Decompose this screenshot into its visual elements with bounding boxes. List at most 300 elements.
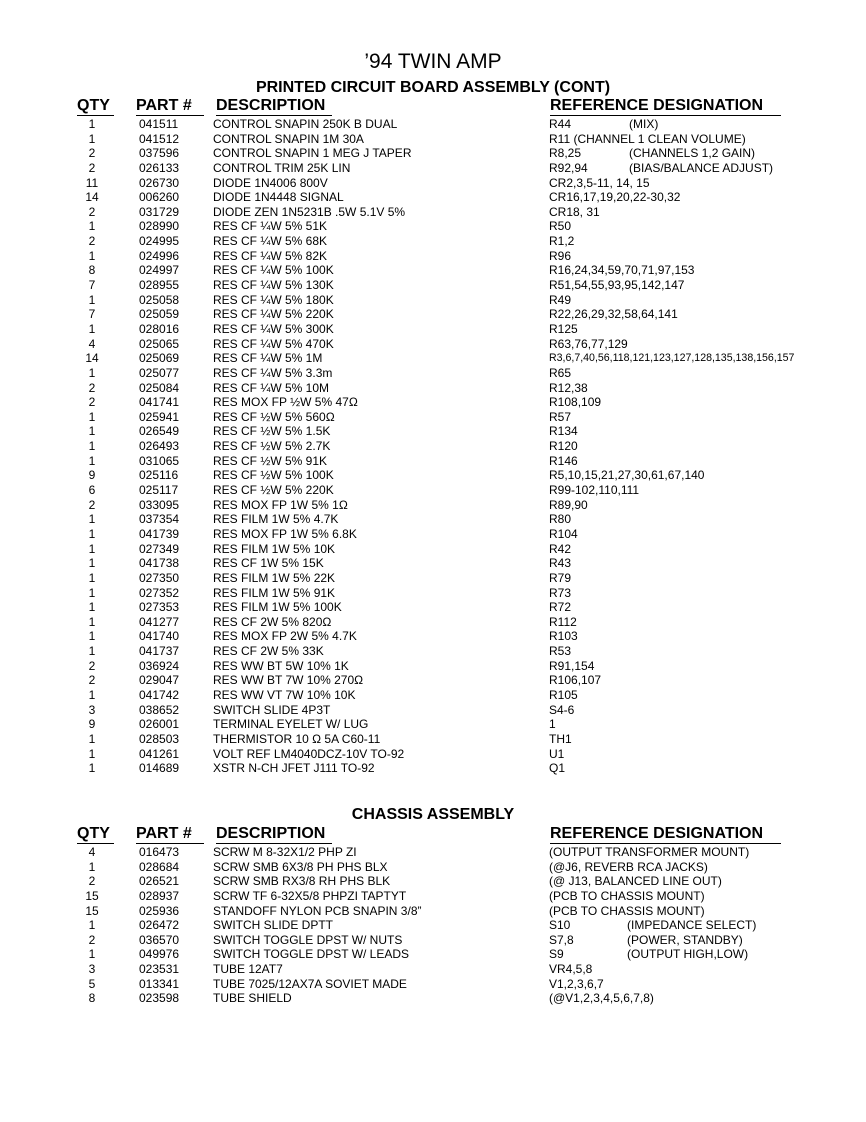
part-number-cell: 025077 xyxy=(139,365,180,380)
qty-cell: 1 xyxy=(88,644,96,659)
description-cell: RES FILM 1W 5% 10K xyxy=(213,541,336,556)
qty-cell: 1 xyxy=(88,570,96,585)
description-cell: RES CF ¼W 5% 130K xyxy=(213,278,334,293)
part-number-cell: 028955 xyxy=(139,278,180,293)
reference-cell: TH1 xyxy=(549,731,572,746)
header-underline-part xyxy=(136,115,204,116)
description-cell: RES MOX FP 2W 5% 4.7K xyxy=(213,629,357,644)
description-cell: RES CF ¼W 5% 51K xyxy=(213,219,328,234)
reference-note: (IMPEDANCE SELECT) xyxy=(627,918,757,933)
table-row xyxy=(0,146,866,161)
part-number-cell: 025941 xyxy=(139,409,180,424)
reference-cell: (OUTPUT TRANSFORMER MOUNT) xyxy=(549,845,750,859)
table-row xyxy=(0,410,866,425)
description-cell: RES CF ½W 5% 560Ω xyxy=(213,409,335,424)
reference-cell: R3,6,7,40,56,118,121,123,127,128,135,138,156,157 xyxy=(549,352,795,365)
qty-cell: 1 xyxy=(88,453,96,468)
description-cell: TUBE 12AT7 xyxy=(213,962,283,977)
reference-cell: R63,76,77,129 xyxy=(549,336,628,351)
part-number-cell: 026493 xyxy=(139,439,180,454)
description-cell: RES CF ½W 5% 2.7K xyxy=(213,439,331,454)
qty-cell: 1 xyxy=(88,248,96,263)
table-row xyxy=(0,874,866,889)
description-cell: RES FILM 1W 5% 100K xyxy=(213,600,342,615)
section-heading-chassis: CHASSIS ASSEMBLY xyxy=(351,806,515,823)
table-row xyxy=(0,205,866,220)
reference-cell: R146 xyxy=(549,453,578,468)
table-row xyxy=(0,673,866,688)
table-row xyxy=(0,190,866,205)
part-number-cell: 038652 xyxy=(139,702,180,717)
reference-cell: CR16,17,19,20,22-30,32 xyxy=(549,190,681,205)
table-row xyxy=(0,918,866,933)
description-cell: CONTROL TRIM 25K LIN xyxy=(213,160,351,175)
table-row xyxy=(0,747,866,762)
qty-cell: 1 xyxy=(88,859,96,874)
table-row xyxy=(0,483,866,498)
part-number-cell: 026472 xyxy=(139,918,180,933)
reference-cell: (PCB TO CHASSIS MOUNT) xyxy=(549,903,705,918)
qty-cell: 15 xyxy=(85,903,99,918)
qty-cell: 8 xyxy=(88,263,96,278)
description-cell: RES CF ½W 5% 220K xyxy=(213,483,334,498)
table-row xyxy=(0,381,866,396)
part-number-cell: 026521 xyxy=(139,874,180,889)
reference-note: (OUTPUT HIGH,LOW) xyxy=(627,947,749,962)
part-number-cell: 024996 xyxy=(139,248,180,263)
table-row xyxy=(0,454,866,469)
table-row xyxy=(0,263,866,278)
description-cell: RES CF ½W 5% 1.5K xyxy=(213,424,331,439)
part-number-cell: 029047 xyxy=(139,673,180,688)
description-cell: RES WW VT 7W 10% 10K xyxy=(213,687,356,702)
part-number-cell: 025936 xyxy=(139,903,180,918)
reference-cell: R42 xyxy=(549,541,572,556)
header-underline-qty xyxy=(77,843,114,844)
description-cell: RES CF ¼W 5% 10M xyxy=(213,380,330,395)
part-number-cell: 027350 xyxy=(139,570,180,585)
qty-cell: 1 xyxy=(88,585,96,600)
qty-cell: 1 xyxy=(88,600,96,615)
header-underline-reference xyxy=(550,115,781,116)
description-cell: RES FILM 1W 5% 4.7K xyxy=(213,512,339,527)
table-row xyxy=(0,556,866,571)
reference-cell: R105 xyxy=(549,687,578,702)
part-number-cell: 016473 xyxy=(139,845,180,859)
table-row xyxy=(0,688,866,703)
description-cell: RES MOX FP 1W 5% 6.8K xyxy=(213,526,357,541)
reference-cell: (@V1,2,3,4,5,6,7,8) xyxy=(549,991,654,1006)
header-underline-qty xyxy=(77,115,114,116)
description-cell: RES CF ¼W 5% 100K xyxy=(213,263,334,278)
table-row xyxy=(0,234,866,249)
part-number-cell: 036924 xyxy=(139,658,180,673)
description-cell: RES CF ¼W 5% 180K xyxy=(213,292,334,307)
table-row xyxy=(0,117,866,132)
qty-cell: 3 xyxy=(88,962,96,977)
reference-cell: R91,154 xyxy=(549,658,595,673)
header-reference: REFERENCE DESIGNATION xyxy=(550,825,764,842)
table-row xyxy=(0,351,866,366)
part-number-cell: 041741 xyxy=(139,395,180,410)
header-underline-description xyxy=(216,843,332,844)
description-cell: CONTROL SNAPIN 1M 30A xyxy=(213,131,364,146)
description-cell: RES CF ¼W 5% 1M xyxy=(213,351,323,366)
description-cell: SCRW SMB RX3/8 RH PHS BLK xyxy=(213,874,391,889)
table-row xyxy=(0,278,866,293)
description-cell: RES CF ¼W 5% 82K xyxy=(213,248,328,263)
part-number-cell: 028990 xyxy=(139,219,180,234)
description-cell: TUBE 7025/12AX7A SOVIET MADE xyxy=(213,976,407,991)
section-heading-pcb: PRINTED CIRCUIT BOARD ASSEMBLY (CONT) xyxy=(255,79,611,96)
qty-cell: 2 xyxy=(88,160,96,175)
reference-note: (POWER, STANDBY) xyxy=(627,932,743,947)
part-number-cell: 049976 xyxy=(139,947,180,962)
table-row xyxy=(0,991,866,1006)
description-cell: RES CF ½W 5% 100K xyxy=(213,468,334,483)
header-underline-description xyxy=(216,115,332,116)
table-row xyxy=(0,439,866,454)
description-cell: RES CF ¼W 5% 3.3m xyxy=(213,365,333,380)
qty-cell: 2 xyxy=(88,932,96,947)
header-part: PART # xyxy=(136,97,192,114)
part-number-cell: 028503 xyxy=(139,731,180,746)
reference-cell: R51,54,55,93,95,142,147 xyxy=(549,278,685,293)
reference-cell: R5,10,15,21,27,30,61,67,140 xyxy=(549,468,705,483)
reference-cell: V1,2,3,6,7 xyxy=(549,976,604,991)
reference-note: (CHANNELS 1,2 GAIN) xyxy=(629,146,756,161)
qty-cell: 1 xyxy=(88,746,96,761)
table-row xyxy=(0,571,866,586)
description-cell: SWITCH SLIDE 4P3T xyxy=(213,702,331,717)
qty-cell: 1 xyxy=(88,292,96,307)
description-cell: CONTROL SNAPIN 250K B DUAL xyxy=(213,117,398,131)
part-number-cell: 026730 xyxy=(139,175,180,190)
description-cell: RES WW BT 7W 10% 270Ω xyxy=(213,673,364,688)
table-row xyxy=(0,889,866,904)
part-number-cell: 025069 xyxy=(139,351,180,366)
qty-cell: 2 xyxy=(88,395,96,410)
table-row xyxy=(0,395,866,410)
header-underline-reference xyxy=(550,843,781,844)
table-row xyxy=(0,322,866,337)
qty-cell: 7 xyxy=(88,307,96,322)
table-row xyxy=(0,498,866,513)
description-cell: SCRW M 8-32X1/2 PHP ZI xyxy=(213,845,357,859)
reference-cell: (PCB TO CHASSIS MOUNT) xyxy=(549,888,705,903)
table-row xyxy=(0,717,866,732)
description-cell: RES CF ½W 5% 91K xyxy=(213,453,328,468)
qty-cell: 1 xyxy=(88,556,96,571)
part-number-cell: 027353 xyxy=(139,600,180,615)
qty-cell: 1 xyxy=(88,321,96,336)
description-cell: RES CF 2W 5% 33K xyxy=(213,644,324,659)
part-number-cell: 024997 xyxy=(139,263,180,278)
part-number-cell: 014689 xyxy=(139,761,180,776)
qty-cell: 1 xyxy=(88,947,96,962)
part-number-cell: 028684 xyxy=(139,859,180,874)
qty-cell: 2 xyxy=(88,234,96,249)
part-number-cell: 033095 xyxy=(139,497,180,512)
part-number-cell: 041737 xyxy=(139,644,180,659)
part-number-cell: 028937 xyxy=(139,888,180,903)
reference-note: (BIAS/BALANCE ADJUST) xyxy=(629,160,774,175)
reference-cell: R89,90 xyxy=(549,497,588,512)
part-number-cell: 025084 xyxy=(139,380,180,395)
description-cell: SWITCH SLIDE DPTT xyxy=(213,918,334,933)
part-number-cell: 025116 xyxy=(139,468,179,483)
reference-cell: U1 xyxy=(549,746,565,761)
qty-cell: 4 xyxy=(88,336,96,351)
part-number-cell: 041738 xyxy=(139,556,180,571)
description-cell: XSTR N-CH JFET J111 TO-92 xyxy=(213,761,375,776)
table-row xyxy=(0,337,866,352)
table-row xyxy=(0,845,866,860)
qty-cell: 1 xyxy=(88,629,96,644)
qty-cell: 2 xyxy=(88,874,96,889)
description-cell: SWITCH TOGGLE DPST W/ NUTS xyxy=(213,932,403,947)
part-number-cell: 041740 xyxy=(139,629,180,644)
reference-cell: R11 (CHANNEL 1 CLEAN VOLUME) xyxy=(549,131,746,146)
qty-cell: 1 xyxy=(88,409,96,424)
part-number-cell: 041511 xyxy=(139,117,179,131)
qty-cell: 1 xyxy=(88,918,96,933)
part-number-cell: 041277 xyxy=(139,614,180,629)
reference-cell: R49 xyxy=(549,292,572,307)
description-cell: DIODE ZEN 1N5231B .5W 5.1V 5% xyxy=(213,204,406,219)
qty-cell: 14 xyxy=(85,190,99,205)
reference-cell: R120 xyxy=(549,439,578,454)
table-row xyxy=(0,600,866,615)
reference-cell: R106,107 xyxy=(549,673,602,688)
table-row xyxy=(0,468,866,483)
description-cell: THERMISTOR 10 Ω 5A C60-11 xyxy=(213,731,381,746)
qty-cell: 7 xyxy=(88,278,96,293)
reference-cell: R44 xyxy=(549,117,572,131)
part-number-cell: 031065 xyxy=(139,453,180,468)
qty-cell: 2 xyxy=(88,658,96,673)
qty-cell: 9 xyxy=(88,717,96,732)
reference-cell: R134 xyxy=(549,424,578,439)
description-cell: VOLT REF LM4040DCZ-10V TO-92 xyxy=(213,746,405,761)
reference-cell: CR18, 31 xyxy=(549,204,600,219)
description-cell: RES MOX FP ½W 5% 47Ω xyxy=(213,395,358,410)
table-row xyxy=(0,904,866,919)
part-number-cell: 028016 xyxy=(139,321,180,336)
qty-cell: 2 xyxy=(88,146,96,161)
table-header-pcb xyxy=(0,97,866,117)
description-cell: TERMINAL EYELET W/ LUG xyxy=(213,717,369,732)
part-number-cell: 041261 xyxy=(139,746,180,761)
reference-cell: R96 xyxy=(549,248,572,263)
reference-cell: R104 xyxy=(549,526,578,541)
header-qty: QTY xyxy=(77,97,110,114)
table-row xyxy=(0,161,866,176)
description-cell: DIODE 1N4006 800V xyxy=(213,175,328,190)
part-number-cell: 026001 xyxy=(139,717,180,732)
description-cell: RES CF ¼W 5% 68K xyxy=(213,234,328,249)
document-title: ’94 TWIN AMP xyxy=(364,50,502,73)
description-cell: RES CF ¼W 5% 220K xyxy=(213,307,334,322)
part-number-cell: 041742 xyxy=(139,687,180,702)
table-row xyxy=(0,176,866,191)
qty-cell: 1 xyxy=(88,439,96,454)
table-row xyxy=(0,307,866,322)
qty-cell: 14 xyxy=(85,351,99,366)
part-number-cell: 037354 xyxy=(139,512,180,527)
reference-cell: R103 xyxy=(549,629,578,644)
qty-cell: 1 xyxy=(88,365,96,380)
reference-cell: R108,109 xyxy=(549,395,602,410)
table-row xyxy=(0,962,866,977)
qty-cell: 3 xyxy=(88,702,96,717)
part-number-cell: 023531 xyxy=(139,962,180,977)
qty-cell: 4 xyxy=(88,845,96,859)
reference-cell: R79 xyxy=(549,570,572,585)
part-number-cell: 031729 xyxy=(139,204,180,219)
part-number-cell: 026549 xyxy=(139,424,180,439)
table-row xyxy=(0,542,866,557)
part-number-cell: 025058 xyxy=(139,292,180,307)
part-number-cell: 036570 xyxy=(139,932,180,947)
part-number-cell: 027349 xyxy=(139,541,180,556)
table-row xyxy=(0,615,866,630)
reference-cell: R99-102,110,111 xyxy=(549,483,640,498)
table-row xyxy=(0,947,866,962)
qty-cell: 15 xyxy=(85,888,99,903)
qty-cell: 1 xyxy=(88,526,96,541)
qty-cell: 1 xyxy=(88,131,96,146)
table-row xyxy=(0,732,866,747)
reference-cell: R72 xyxy=(549,600,572,615)
qty-cell: 2 xyxy=(88,497,96,512)
description-cell: STANDOFF NYLON PCB SNAPIN 3/8” xyxy=(213,903,422,918)
reference-cell: R16,24,34,59,70,71,97,153 xyxy=(549,263,695,278)
header-qty: QTY xyxy=(77,825,110,842)
table-row xyxy=(0,132,866,147)
qty-cell: 1 xyxy=(88,512,96,527)
part-number-cell: 023598 xyxy=(139,991,180,1006)
table-row xyxy=(0,644,866,659)
reference-cell: R53 xyxy=(549,644,572,659)
table-row xyxy=(0,761,866,776)
qty-cell: 2 xyxy=(88,380,96,395)
description-cell: RES CF ¼W 5% 470K xyxy=(213,336,334,351)
table-row xyxy=(0,629,866,644)
qty-cell: 1 xyxy=(88,687,96,702)
reference-cell: R57 xyxy=(549,409,572,424)
description-cell: RES WW BT 5W 10% 1K xyxy=(213,658,349,673)
table-row xyxy=(0,860,866,875)
reference-cell: 1 xyxy=(549,717,556,732)
description-cell: RES MOX FP 1W 5% 1Ω xyxy=(213,497,348,512)
qty-cell: 6 xyxy=(88,483,96,498)
description-cell: CONTROL SNAPIN 1 MEG J TAPER xyxy=(213,146,412,161)
reference-cell: R50 xyxy=(549,219,572,234)
qty-cell: 11 xyxy=(85,175,99,190)
reference-cell: R65 xyxy=(549,365,572,380)
description-cell: SWITCH TOGGLE DPST W/ LEADS xyxy=(213,947,410,962)
part-number-cell: 013341 xyxy=(139,976,180,991)
table-row xyxy=(0,366,866,381)
reference-cell: Q1 xyxy=(549,761,566,776)
reference-cell: S7,8 xyxy=(549,932,574,947)
table-header-chassis xyxy=(0,825,866,845)
part-number-cell: 041512 xyxy=(139,131,180,146)
description-cell: SCRW SMB 6X3/8 PH PHS BLX xyxy=(213,859,388,874)
qty-cell: 1 xyxy=(88,424,96,439)
parts-list-chassis xyxy=(0,845,866,1006)
part-number-cell: 027352 xyxy=(139,585,180,600)
description-cell: RES CF 1W 5% 15K xyxy=(213,556,324,571)
reference-cell: (@ J13, BALANCED LINE OUT) xyxy=(549,874,722,889)
reference-note: (MIX) xyxy=(629,117,659,131)
qty-cell: 2 xyxy=(88,673,96,688)
part-number-cell: 006260 xyxy=(139,190,180,205)
part-number-cell: 025117 xyxy=(139,483,179,498)
table-row xyxy=(0,659,866,674)
header-description: DESCRIPTION xyxy=(216,97,326,114)
reference-cell: R92,94 xyxy=(549,160,588,175)
table-row xyxy=(0,424,866,439)
reference-cell: VR4,5,8 xyxy=(549,962,593,977)
qty-cell: 1 xyxy=(88,614,96,629)
description-cell: RES FILM 1W 5% 91K xyxy=(213,585,336,600)
header-reference: REFERENCE DESIGNATION xyxy=(550,97,764,114)
part-number-cell: 025059 xyxy=(139,307,180,322)
part-number-cell: 025065 xyxy=(139,336,180,351)
qty-cell: 5 xyxy=(88,976,96,991)
table-row xyxy=(0,527,866,542)
qty-cell: 1 xyxy=(88,541,96,556)
qty-cell: 1 xyxy=(88,219,96,234)
header-part: PART # xyxy=(136,825,192,842)
qty-cell: 1 xyxy=(88,731,96,746)
reference-cell: S10 xyxy=(549,918,571,933)
qty-cell: 2 xyxy=(88,204,96,219)
table-row xyxy=(0,512,866,527)
table-row xyxy=(0,586,866,601)
description-cell: RES CF ¼W 5% 300K xyxy=(213,321,334,336)
reference-cell: R125 xyxy=(549,321,578,336)
part-number-cell: 037596 xyxy=(139,146,180,161)
reference-cell: R22,26,29,32,58,64,141 xyxy=(549,307,678,322)
description-cell: DIODE 1N4448 SIGNAL xyxy=(213,190,344,205)
part-number-cell: 041739 xyxy=(139,526,180,541)
parts-list-pcb xyxy=(0,117,866,776)
table-row xyxy=(0,219,866,234)
reference-cell: R73 xyxy=(549,585,572,600)
table-row xyxy=(0,249,866,264)
description-cell: RES FILM 1W 5% 22K xyxy=(213,570,336,585)
description-cell: TUBE SHIELD xyxy=(213,991,292,1006)
reference-cell: R8,25 xyxy=(549,146,582,161)
reference-cell: R12,38 xyxy=(549,380,588,395)
table-row xyxy=(0,933,866,948)
description-cell: RES CF 2W 5% 820Ω xyxy=(213,614,332,629)
table-row xyxy=(0,703,866,718)
reference-cell: CR2,3,5-11, 14, 15 xyxy=(549,175,650,190)
reference-cell: R1,2 xyxy=(549,234,575,249)
reference-cell: R43 xyxy=(549,556,572,571)
part-number-cell: 026133 xyxy=(139,160,180,175)
header-underline-part xyxy=(136,843,204,844)
part-number-cell: 024995 xyxy=(139,234,180,249)
qty-cell: 1 xyxy=(88,761,96,776)
reference-cell: S4-6 xyxy=(549,702,575,717)
qty-cell: 9 xyxy=(88,468,96,483)
qty-cell: 8 xyxy=(88,991,96,1006)
